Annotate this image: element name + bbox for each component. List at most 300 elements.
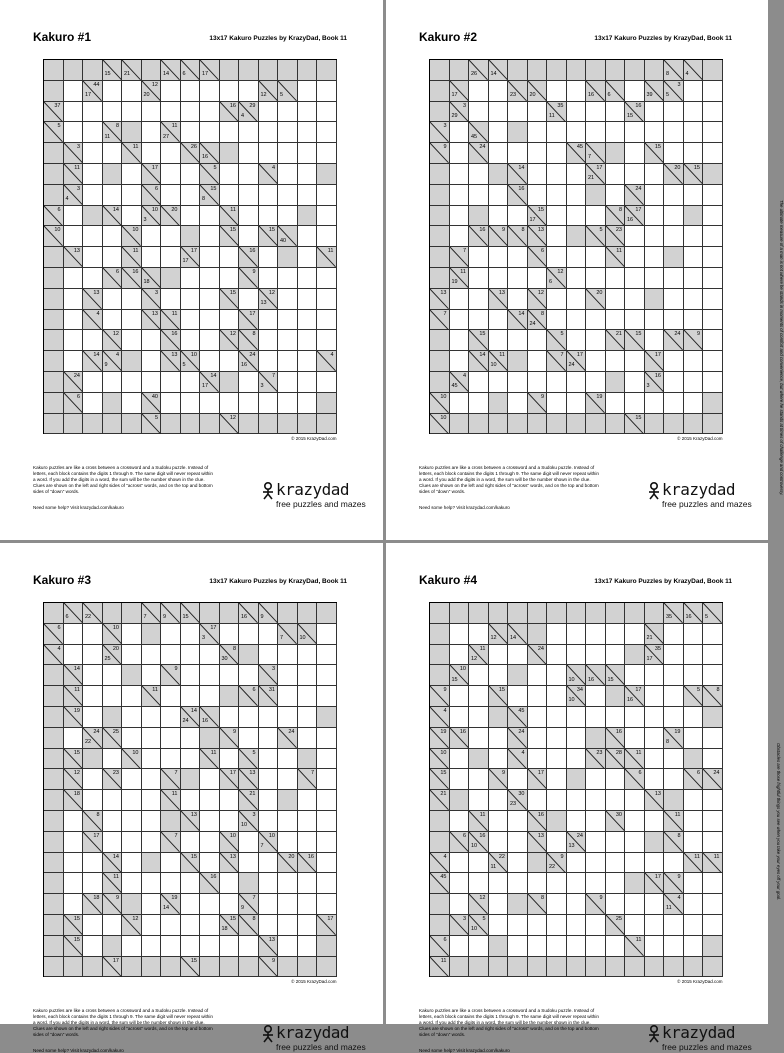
entry-cell[interactable] (200, 686, 220, 707)
entry-cell[interactable] (684, 372, 704, 393)
entry-cell[interactable] (547, 372, 567, 393)
entry-cell[interactable] (259, 624, 279, 645)
entry-cell[interactable] (64, 832, 84, 853)
entry-cell[interactable] (450, 122, 470, 143)
entry-cell[interactable] (684, 645, 704, 666)
entry-cell[interactable] (103, 143, 123, 164)
entry-cell[interactable] (64, 624, 84, 645)
entry-cell[interactable] (317, 81, 337, 102)
entry-cell[interactable] (703, 102, 723, 123)
entry-cell[interactable] (450, 686, 470, 707)
entry-cell[interactable] (298, 393, 318, 414)
entry-cell[interactable] (317, 645, 337, 666)
entry-cell[interactable] (122, 289, 142, 310)
entry-cell[interactable] (122, 873, 142, 894)
entry-cell[interactable] (684, 728, 704, 749)
entry-cell[interactable] (83, 102, 103, 123)
entry-cell[interactable] (64, 330, 84, 351)
entry-cell[interactable] (684, 289, 704, 310)
entry-cell[interactable] (450, 811, 470, 832)
entry-cell[interactable] (200, 665, 220, 686)
entry-cell[interactable] (200, 206, 220, 227)
help-link-text[interactable]: Need some help? Visit krazydad.com/kakuro (419, 505, 510, 510)
entry-cell[interactable] (645, 310, 665, 331)
entry-cell[interactable] (161, 853, 181, 874)
entry-cell[interactable] (278, 268, 298, 289)
entry-cell[interactable] (103, 310, 123, 331)
entry-cell[interactable] (508, 102, 528, 123)
entry-cell[interactable] (567, 372, 587, 393)
entry-cell[interactable] (259, 894, 279, 915)
entry-cell[interactable] (103, 247, 123, 268)
entry-cell[interactable] (450, 143, 470, 164)
entry-cell[interactable] (259, 185, 279, 206)
entry-cell[interactable] (567, 645, 587, 666)
entry-cell[interactable] (489, 247, 509, 268)
entry-cell[interactable] (606, 102, 626, 123)
entry-cell[interactable] (586, 247, 606, 268)
entry-cell[interactable] (567, 936, 587, 957)
entry-cell[interactable] (142, 122, 162, 143)
entry-cell[interactable] (181, 206, 201, 227)
entry-cell[interactable] (547, 226, 567, 247)
entry-cell[interactable] (469, 81, 489, 102)
entry-cell[interactable] (317, 769, 337, 790)
entry-cell[interactable] (161, 749, 181, 770)
entry-cell[interactable] (547, 832, 567, 853)
entry-cell[interactable] (181, 790, 201, 811)
entry-cell[interactable] (259, 749, 279, 770)
entry-cell[interactable] (547, 894, 567, 915)
entry-cell[interactable] (122, 206, 142, 227)
entry-cell[interactable] (142, 226, 162, 247)
entry-cell[interactable] (469, 164, 489, 185)
entry-cell[interactable] (122, 624, 142, 645)
entry-cell[interactable] (142, 728, 162, 749)
entry-cell[interactable] (103, 289, 123, 310)
entry-cell[interactable] (606, 393, 626, 414)
entry-cell[interactable] (547, 873, 567, 894)
entry-cell[interactable] (298, 790, 318, 811)
entry-cell[interactable] (586, 832, 606, 853)
entry-cell[interactable] (645, 665, 665, 686)
entry-cell[interactable] (298, 372, 318, 393)
entry-cell[interactable] (625, 624, 645, 645)
entry-cell[interactable] (317, 143, 337, 164)
entry-cell[interactable] (142, 915, 162, 936)
entry-cell[interactable] (83, 853, 103, 874)
entry-cell[interactable] (278, 873, 298, 894)
entry-cell[interactable] (703, 645, 723, 666)
entry-cell[interactable] (450, 853, 470, 874)
entry-cell[interactable] (528, 330, 548, 351)
entry-cell[interactable] (298, 832, 318, 853)
entry-cell[interactable] (122, 936, 142, 957)
entry-cell[interactable] (625, 81, 645, 102)
entry-cell[interactable] (586, 707, 606, 728)
entry-cell[interactable] (142, 102, 162, 123)
entry-cell[interactable] (645, 686, 665, 707)
entry-cell[interactable] (142, 749, 162, 770)
entry-cell[interactable] (317, 832, 337, 853)
entry-cell[interactable] (278, 143, 298, 164)
entry-cell[interactable] (645, 393, 665, 414)
entry-cell[interactable] (64, 226, 84, 247)
entry-cell[interactable] (664, 102, 684, 123)
entry-cell[interactable] (161, 393, 181, 414)
entry-cell[interactable] (200, 122, 220, 143)
entry-cell[interactable] (645, 164, 665, 185)
entry-cell[interactable] (508, 686, 528, 707)
entry-cell[interactable] (664, 645, 684, 666)
entry-cell[interactable] (586, 206, 606, 227)
entry-cell[interactable] (278, 707, 298, 728)
entry-cell[interactable] (625, 853, 645, 874)
entry-cell[interactable] (508, 873, 528, 894)
entry-cell[interactable] (142, 790, 162, 811)
entry-cell[interactable] (181, 289, 201, 310)
entry-cell[interactable] (547, 707, 567, 728)
entry-cell[interactable] (703, 81, 723, 102)
entry-cell[interactable] (259, 330, 279, 351)
entry-cell[interactable] (469, 936, 489, 957)
entry-cell[interactable] (298, 645, 318, 666)
entry-cell[interactable] (489, 832, 509, 853)
entry-cell[interactable] (317, 268, 337, 289)
entry-cell[interactable] (278, 289, 298, 310)
entry-cell[interactable] (181, 873, 201, 894)
entry-cell[interactable] (547, 185, 567, 206)
entry-cell[interactable] (278, 372, 298, 393)
entry-cell[interactable] (278, 122, 298, 143)
entry-cell[interactable] (684, 393, 704, 414)
entry-cell[interactable] (298, 811, 318, 832)
entry-cell[interactable] (606, 164, 626, 185)
entry-cell[interactable] (664, 769, 684, 790)
entry-cell[interactable] (547, 122, 567, 143)
entry-cell[interactable] (181, 164, 201, 185)
entry-cell[interactable] (508, 811, 528, 832)
entry-cell[interactable] (489, 122, 509, 143)
entry-cell[interactable] (122, 728, 142, 749)
entry-cell[interactable] (142, 330, 162, 351)
entry-cell[interactable] (161, 372, 181, 393)
entry-cell[interactable] (298, 915, 318, 936)
entry-cell[interactable] (606, 769, 626, 790)
entry-cell[interactable] (684, 268, 704, 289)
entry-cell[interactable] (83, 915, 103, 936)
entry-cell[interactable] (64, 268, 84, 289)
entry-cell[interactable] (83, 769, 103, 790)
entry-cell[interactable] (181, 624, 201, 645)
entry-cell[interactable] (220, 393, 240, 414)
entry-cell[interactable] (450, 330, 470, 351)
entry-cell[interactable] (450, 185, 470, 206)
entry-cell[interactable] (161, 707, 181, 728)
entry-cell[interactable] (298, 289, 318, 310)
entry-cell[interactable] (645, 936, 665, 957)
entry-cell[interactable] (64, 894, 84, 915)
entry-cell[interactable] (259, 351, 279, 372)
entry-cell[interactable] (469, 624, 489, 645)
entry-cell[interactable] (625, 728, 645, 749)
entry-cell[interactable] (220, 268, 240, 289)
entry-cell[interactable] (469, 790, 489, 811)
entry-cell[interactable] (528, 164, 548, 185)
entry-cell[interactable] (528, 749, 548, 770)
entry-cell[interactable] (684, 936, 704, 957)
entry-cell[interactable] (469, 686, 489, 707)
entry-cell[interactable] (122, 790, 142, 811)
entry-cell[interactable] (489, 102, 509, 123)
entry-cell[interactable] (181, 645, 201, 666)
entry-cell[interactable] (317, 686, 337, 707)
entry-cell[interactable] (64, 728, 84, 749)
entry-cell[interactable] (259, 122, 279, 143)
entry-cell[interactable] (259, 143, 279, 164)
entry-cell[interactable] (625, 310, 645, 331)
entry-cell[interactable] (317, 206, 337, 227)
entry-cell[interactable] (547, 81, 567, 102)
entry-cell[interactable] (122, 853, 142, 874)
entry-cell[interactable] (220, 351, 240, 372)
help-link-text[interactable]: Need some help? Visit krazydad.com/kakuro (33, 505, 124, 510)
entry-cell[interactable] (298, 873, 318, 894)
entry-cell[interactable] (259, 873, 279, 894)
entry-cell[interactable] (489, 894, 509, 915)
entry-cell[interactable] (317, 372, 337, 393)
entry-cell[interactable] (298, 268, 318, 289)
entry-cell[interactable] (83, 185, 103, 206)
entry-cell[interactable] (547, 289, 567, 310)
entry-cell[interactable] (625, 289, 645, 310)
entry-cell[interactable] (547, 624, 567, 645)
entry-cell[interactable] (142, 665, 162, 686)
entry-cell[interactable] (606, 268, 626, 289)
entry-cell[interactable] (645, 811, 665, 832)
entry-cell[interactable] (528, 790, 548, 811)
entry-cell[interactable] (278, 665, 298, 686)
entry-cell[interactable] (606, 894, 626, 915)
entry-cell[interactable] (586, 790, 606, 811)
entry-cell[interactable] (508, 936, 528, 957)
entry-cell[interactable] (528, 143, 548, 164)
entry-cell[interactable] (122, 645, 142, 666)
entry-cell[interactable] (278, 915, 298, 936)
entry-cell[interactable] (83, 143, 103, 164)
entry-cell[interactable] (142, 707, 162, 728)
entry-cell[interactable] (200, 769, 220, 790)
entry-cell[interactable] (567, 289, 587, 310)
entry-cell[interactable] (142, 351, 162, 372)
entry-cell[interactable] (703, 728, 723, 749)
entry-cell[interactable] (684, 226, 704, 247)
entry-cell[interactable] (664, 853, 684, 874)
entry-cell[interactable] (317, 728, 337, 749)
entry-cell[interactable] (239, 226, 259, 247)
entry-cell[interactable] (200, 832, 220, 853)
entry-cell[interactable] (450, 894, 470, 915)
entry-cell[interactable] (469, 393, 489, 414)
entry-cell[interactable] (181, 102, 201, 123)
entry-cell[interactable] (567, 790, 587, 811)
entry-cell[interactable] (181, 81, 201, 102)
entry-cell[interactable] (703, 832, 723, 853)
entry-cell[interactable] (645, 769, 665, 790)
entry-cell[interactable] (508, 393, 528, 414)
entry-cell[interactable] (703, 351, 723, 372)
entry-cell[interactable] (220, 873, 240, 894)
entry-cell[interactable] (684, 122, 704, 143)
entry-cell[interactable] (181, 330, 201, 351)
entry-cell[interactable] (103, 102, 123, 123)
entry-cell[interactable] (625, 164, 645, 185)
entry-cell[interactable] (181, 393, 201, 414)
entry-cell[interactable] (567, 749, 587, 770)
entry-cell[interactable] (703, 268, 723, 289)
entry-cell[interactable] (469, 289, 489, 310)
entry-cell[interactable] (645, 707, 665, 728)
entry-cell[interactable] (645, 268, 665, 289)
entry-cell[interactable] (200, 310, 220, 331)
entry-cell[interactable] (181, 268, 201, 289)
entry-cell[interactable] (703, 665, 723, 686)
entry-cell[interactable] (220, 164, 240, 185)
entry-cell[interactable] (489, 728, 509, 749)
entry-cell[interactable] (278, 310, 298, 331)
entry-cell[interactable] (220, 624, 240, 645)
help-link-text[interactable]: Need some help? Visit krazydad.com/kakuro (33, 1048, 124, 1053)
entry-cell[interactable] (606, 936, 626, 957)
entry-cell[interactable] (317, 310, 337, 331)
entry-cell[interactable] (64, 873, 84, 894)
entry-cell[interactable] (317, 330, 337, 351)
entry-cell[interactable] (606, 289, 626, 310)
entry-cell[interactable] (684, 873, 704, 894)
entry-cell[interactable] (489, 372, 509, 393)
entry-cell[interactable] (181, 936, 201, 957)
entry-cell[interactable] (83, 268, 103, 289)
entry-cell[interactable] (664, 226, 684, 247)
entry-cell[interactable] (122, 164, 142, 185)
entry-cell[interactable] (317, 122, 337, 143)
entry-cell[interactable] (528, 122, 548, 143)
entry-cell[interactable] (259, 247, 279, 268)
entry-cell[interactable] (547, 728, 567, 749)
entry-cell[interactable] (220, 936, 240, 957)
entry-cell[interactable] (200, 351, 220, 372)
entry-cell[interactable] (684, 81, 704, 102)
entry-cell[interactable] (625, 247, 645, 268)
entry-cell[interactable] (64, 206, 84, 227)
entry-cell[interactable] (239, 164, 259, 185)
entry-cell[interactable] (703, 749, 723, 770)
entry-cell[interactable] (181, 915, 201, 936)
entry-cell[interactable] (567, 894, 587, 915)
entry-cell[interactable] (200, 894, 220, 915)
entry-cell[interactable] (200, 936, 220, 957)
entry-cell[interactable] (122, 686, 142, 707)
entry-cell[interactable] (567, 811, 587, 832)
entry-cell[interactable] (161, 102, 181, 123)
entry-cell[interactable] (684, 310, 704, 331)
entry-cell[interactable] (317, 894, 337, 915)
entry-cell[interactable] (239, 936, 259, 957)
entry-cell[interactable] (83, 686, 103, 707)
entry-cell[interactable] (684, 832, 704, 853)
entry-cell[interactable] (181, 894, 201, 915)
entry-cell[interactable] (528, 102, 548, 123)
entry-cell[interactable] (278, 330, 298, 351)
entry-cell[interactable] (122, 811, 142, 832)
entry-cell[interactable] (469, 853, 489, 874)
entry-cell[interactable] (298, 102, 318, 123)
entry-cell[interactable] (239, 289, 259, 310)
entry-cell[interactable] (528, 185, 548, 206)
entry-cell[interactable] (83, 393, 103, 414)
entry-cell[interactable] (508, 143, 528, 164)
entry-cell[interactable] (508, 247, 528, 268)
entry-cell[interactable] (528, 728, 548, 749)
entry-cell[interactable] (278, 645, 298, 666)
entry-cell[interactable] (259, 853, 279, 874)
entry-cell[interactable] (181, 665, 201, 686)
entry-cell[interactable] (220, 310, 240, 331)
entry-cell[interactable] (684, 624, 704, 645)
entry-cell[interactable] (278, 393, 298, 414)
entry-cell[interactable] (547, 143, 567, 164)
entry-cell[interactable] (606, 790, 626, 811)
entry-cell[interactable] (489, 645, 509, 666)
entry-cell[interactable] (220, 81, 240, 102)
entry-cell[interactable] (567, 185, 587, 206)
entry-cell[interactable] (239, 185, 259, 206)
entry-cell[interactable] (161, 226, 181, 247)
entry-cell[interactable] (259, 915, 279, 936)
entry-cell[interactable] (684, 247, 704, 268)
entry-cell[interactable] (142, 645, 162, 666)
entry-cell[interactable] (450, 351, 470, 372)
entry-cell[interactable] (200, 811, 220, 832)
entry-cell[interactable] (645, 728, 665, 749)
entry-cell[interactable] (278, 811, 298, 832)
entry-cell[interactable] (489, 143, 509, 164)
entry-cell[interactable] (83, 372, 103, 393)
entry-cell[interactable] (625, 894, 645, 915)
entry-cell[interactable] (122, 185, 142, 206)
entry-cell[interactable] (645, 226, 665, 247)
entry-cell[interactable] (83, 645, 103, 666)
entry-cell[interactable] (664, 122, 684, 143)
entry-cell[interactable] (200, 330, 220, 351)
entry-cell[interactable] (239, 372, 259, 393)
entry-cell[interactable] (103, 749, 123, 770)
entry-cell[interactable] (625, 790, 645, 811)
entry-cell[interactable] (142, 873, 162, 894)
entry-cell[interactable] (567, 873, 587, 894)
entry-cell[interactable] (606, 185, 626, 206)
entry-cell[interactable] (625, 226, 645, 247)
entry-cell[interactable] (259, 811, 279, 832)
entry-cell[interactable] (703, 372, 723, 393)
entry-cell[interactable] (567, 330, 587, 351)
entry-cell[interactable] (703, 330, 723, 351)
entry-cell[interactable] (664, 665, 684, 686)
entry-cell[interactable] (528, 915, 548, 936)
entry-cell[interactable] (606, 873, 626, 894)
entry-cell[interactable] (508, 268, 528, 289)
entry-cell[interactable] (220, 185, 240, 206)
